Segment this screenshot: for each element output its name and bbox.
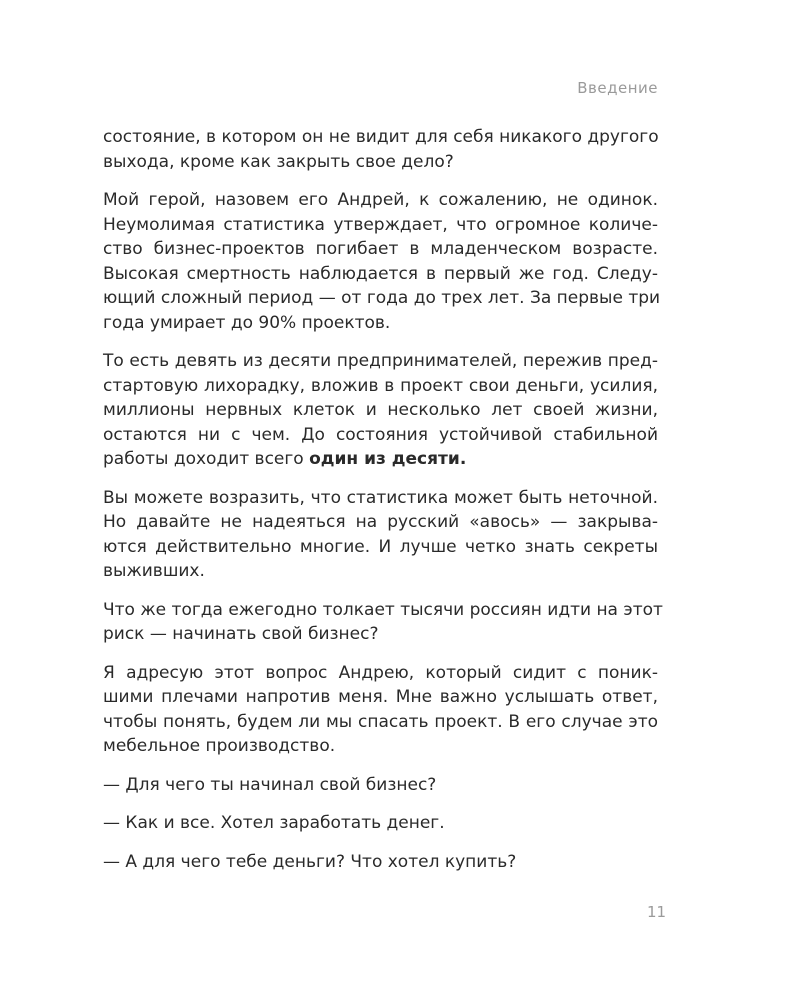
text-line: ство бизнес-проектов погибает в младенческом возрасте. [103, 239, 658, 259]
paragraph [103, 486, 658, 584]
paragraph [103, 349, 658, 472]
text-line: Но давайте не надеяться на русский «авось» — закрыва- [103, 512, 658, 532]
text-segment: работы доходит всего [103, 449, 310, 469]
paragraph [103, 125, 658, 174]
paragraph [103, 598, 663, 647]
text-line: риск — начинать свой бизнес? [103, 624, 379, 644]
page-number: 11 [647, 903, 667, 921]
text-line: состояние, в котором он не видит для себя никакого другого [103, 127, 659, 147]
text-line: ются действительно многие. И лучше четко знать секреты [103, 536, 658, 557]
text-line: — Для чего ты начинал свой бизнес? [103, 774, 437, 795]
text-line: То есть девять из десяти предпринимателей, пережив пред- [103, 351, 658, 371]
dialogue-line [103, 811, 658, 836]
paragraph [103, 188, 661, 335]
dialogue-line [103, 850, 658, 875]
text-line: остаются ни с чем. До состояния устойчивой стабильной [103, 424, 658, 445]
text-line: Высокая смертность наблюдается в первый же год. Следу- [103, 263, 658, 284]
text-line: миллионы нервных клеток и несколько лет своей жизни, [103, 400, 658, 420]
text-line: Я адресую этот вопрос Андрею, который сидит с поник- [103, 662, 658, 683]
text-line: мебельное производство. [103, 736, 336, 756]
text-line: выживших. [103, 561, 205, 581]
text-line [103, 447, 658, 472]
text-line: Что же тогда ежегодно толкает тысячи россиян идти на этот [103, 599, 663, 620]
text-line: стартовую лихорадку, вложив в проект свои деньги, усилия, [103, 375, 658, 396]
text-line: Вы можете возразить, что статистика может быть неточной. [103, 487, 658, 508]
text-line: ющий сложный период — от года до трех лет. За первые три [103, 288, 661, 308]
text-line: чтобы понять, будем ли мы спасать проект. В его случае это [103, 711, 658, 732]
dialogue-line [103, 773, 658, 798]
emphasized-text: один из десяти. [309, 449, 467, 469]
text-line: — Как и все. Хотел заработать денег. [103, 813, 445, 833]
running-head-title: Введение [577, 79, 658, 97]
text-line: выхода, кроме как закрыть свое дело? [103, 151, 454, 172]
text-line: Неумолимая статистика утверждает, что огромное количе- [103, 214, 658, 235]
text-line: года умирает до 90% проектов. [103, 312, 391, 333]
body-text [103, 125, 663, 888]
text-line: шими плечами напротив меня. Мне важно услышать ответ, [103, 687, 658, 707]
text-line: — А для чего тебе деньги? Что хотел купить? [103, 851, 517, 872]
text-line: Мой герой, назовем его Андрей, к сожалению, не одинок. [103, 190, 658, 210]
paragraph [103, 661, 658, 759]
